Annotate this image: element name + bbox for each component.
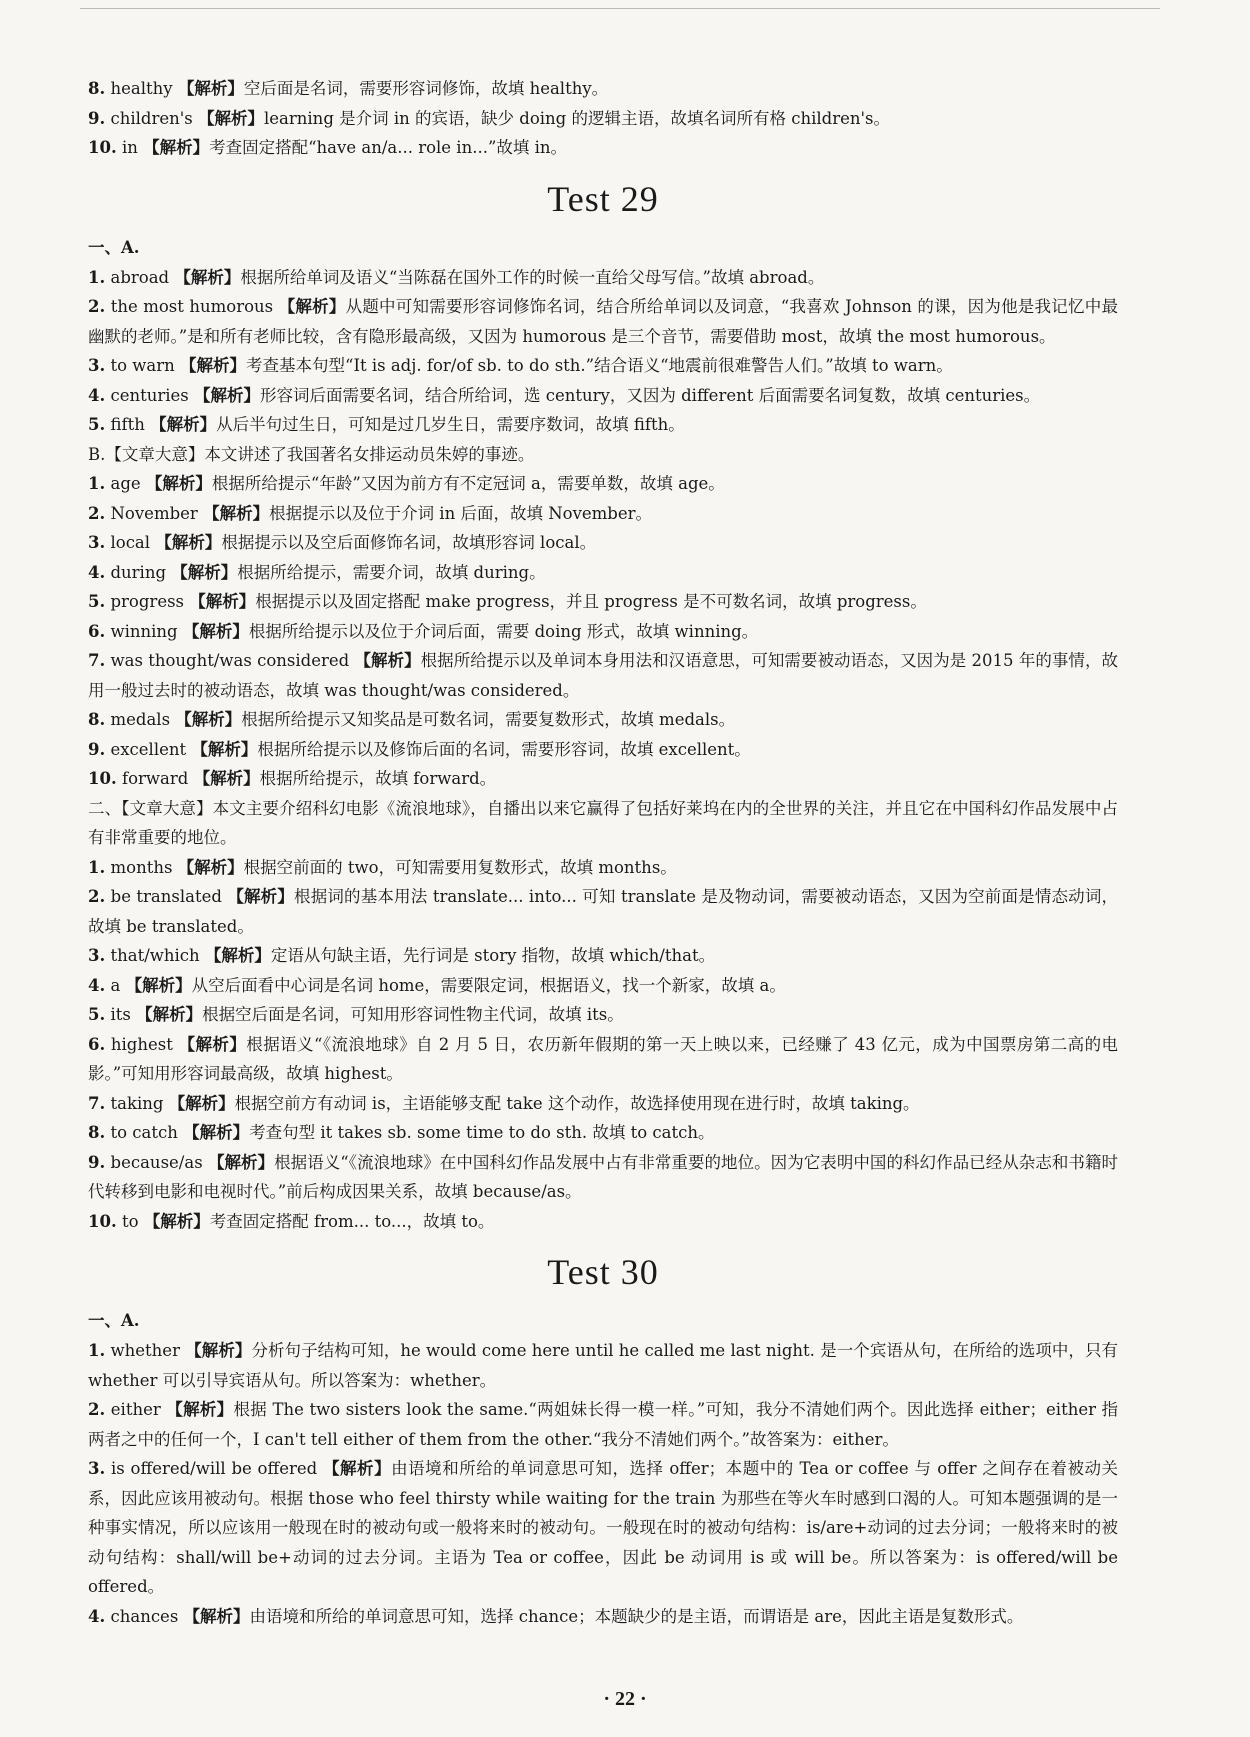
answer-item: [88, 558, 1118, 588]
item-answer: to: [121, 1211, 139, 1231]
item-explanation: 根据空后面是名词，可知用形容词性物主代词，故填 its。: [202, 1005, 624, 1024]
item-answer: local: [110, 533, 151, 552]
analysis-tag: 【解析】: [150, 415, 217, 434]
item-number: 3.: [88, 356, 106, 375]
item-answer: excellent: [110, 739, 187, 759]
item-explanation: 形容词后面需要名词，结合所给词，选 century，又因为 different 后面需要名词复数，故填 centuries。: [260, 385, 1041, 405]
answer-item: [88, 853, 1118, 883]
item-number: 10.: [88, 1211, 117, 1231]
answer-item: [88, 1207, 1118, 1237]
item-answer: because/as: [110, 1152, 203, 1172]
analysis-tag: 【解析】: [183, 1606, 250, 1626]
item-answer: a: [110, 975, 121, 995]
analysis-tag: 【解析】: [178, 1034, 247, 1054]
item-number: 9.: [88, 108, 106, 128]
item-number: 5.: [88, 592, 106, 611]
answer-item: [88, 381, 1118, 411]
item-answer: children's: [110, 108, 193, 128]
answer-item: [88, 1030, 1118, 1089]
answer-item: [88, 882, 1118, 941]
test-29-items-b: [88, 469, 1118, 794]
item-answer: be translated: [110, 887, 222, 906]
answer-item: [88, 646, 1118, 705]
answer-item: [88, 1118, 1118, 1148]
item-answer: to warn: [110, 356, 175, 375]
item-explanation: 根据词的基本用法 translate... into... 可知 translate 是及物动词，需要被动语态，又因为空前面是情态动词，故填 be translated。: [88, 887, 1118, 936]
item-answer: either: [110, 1400, 161, 1419]
test-29-section-1a: 一、A.: [88, 237, 140, 257]
item-explanation: 根据提示以及固定搭配 make progress，并且 progress 是不可数名词，故填 progress。: [255, 592, 927, 611]
answer-item: [88, 941, 1118, 971]
test-30-items-a: [88, 1336, 1118, 1631]
item-answer: fifth: [110, 415, 145, 434]
test-30-title: Test 30: [547, 1252, 659, 1292]
item-answer: chances: [110, 1606, 179, 1626]
item-answer: centuries: [110, 385, 189, 405]
item-number: 3.: [88, 946, 106, 965]
item-answer: abroad: [110, 267, 170, 287]
item-number: 2.: [88, 1400, 106, 1419]
analysis-tag: 【解析】: [189, 592, 256, 611]
item-explanation: 考查固定搭配“have an/a... role in...”故填 in。: [209, 138, 568, 157]
item-answer: medals: [110, 710, 171, 729]
analysis-tag: 【解析】: [207, 1152, 275, 1172]
answer-item: [88, 469, 1118, 499]
item-number: 10.: [88, 138, 117, 157]
item-answer: that/which: [110, 946, 200, 965]
analysis-tag: 【解析】: [354, 651, 421, 670]
page-number: · 22 ·: [603, 1688, 647, 1710]
item-explanation: 根据空前面的 two，可知需要用复数形式，故填 months。: [243, 857, 677, 877]
answer-item: [88, 735, 1118, 765]
item-explanation: 根据所给提示，故填 forward。: [259, 769, 497, 788]
item-number: 9.: [88, 1152, 106, 1172]
item-explanation: 分析句子结构可知，he would come here until he called me last night. 是一个宾语从句，在所给的选项中，只有 whether 可以引导宾语从句。所以答案为：whether。: [88, 1341, 1118, 1390]
item-number: 2.: [88, 297, 106, 316]
item-explanation: 从题中可知需要形容词修饰名词，结合所给单词以及词意，“我喜欢 Johnson 的课，因为他是我记忆中最幽默的老师。”是和所有老师比较，含有隐形最高级，又因为 humorous 是三个音节，需要借助 most，故填 the most humorous。: [88, 297, 1118, 346]
test-30-section-1a: 一、A.: [88, 1311, 140, 1330]
answer-item: [88, 1395, 1118, 1454]
item-number: 7.: [88, 651, 106, 670]
item-explanation: 根据所给提示，需要介词，故填 during。: [237, 562, 546, 582]
analysis-tag: 【解析】: [191, 739, 258, 759]
item-number: 1.: [88, 857, 106, 877]
analysis-tag: 【解析】: [182, 621, 249, 641]
analysis-tag: 【解析】: [183, 1123, 250, 1142]
analysis-tag: 【解析】: [194, 385, 261, 405]
answer-item: [88, 263, 1118, 293]
analysis-tag: 【解析】: [198, 108, 265, 128]
answer-item: [88, 1602, 1118, 1632]
answer-item: [88, 292, 1118, 351]
item-number: 3.: [88, 533, 106, 552]
item-explanation: 根据所给提示又知奖品是可数名词，需要复数形式，故填 medals。: [241, 710, 736, 729]
item-number: 1.: [88, 474, 106, 493]
item-answer: forward: [121, 769, 189, 788]
analysis-tag: 【解析】: [171, 562, 238, 582]
analysis-tag: 【解析】: [177, 857, 244, 877]
analysis-tag: 【解析】: [278, 297, 346, 316]
item-explanation: learning 是介词 in 的宾语，缺少 doing 的逻辑主语，故填名词所有格 children's。: [264, 108, 890, 128]
item-explanation: 根据所给提示以及修饰后面的名词，需要形容词，故填 excellent。: [257, 739, 751, 759]
answer-item: [88, 705, 1118, 735]
answer-page: [88, 74, 1118, 1631]
analysis-tag: 【解析】: [174, 267, 241, 287]
item-number: 1.: [88, 267, 106, 287]
analysis-tag: 【解析】: [175, 710, 242, 729]
item-answer: whether: [110, 1341, 180, 1360]
item-number: 2.: [88, 887, 106, 906]
item-explanation: 考查基本句型“It is adj. for/of sb. to do sth.”结合语义“地震前很难警告人们。”故填 to warn。: [246, 356, 953, 375]
answer-item: [88, 410, 1118, 440]
analysis-tag: 【解析】: [185, 1341, 252, 1360]
answer-item: [88, 74, 1118, 104]
item-answer: taking: [110, 1093, 164, 1113]
answer-item: [88, 764, 1118, 794]
item-answer: its: [110, 1005, 131, 1024]
test-29-section-2: 二、【文章大意】本文主要介绍科幻电影《流浪地球》，自播出以来它赢得了包括好莱坞在内的全世界的关注，并且它在中国科幻作品发展中占有非常重要的地位。: [88, 798, 1118, 847]
item-explanation: 空后面是名词，需要形容词修饰，故填 healthy。: [243, 79, 609, 98]
answer-item: [88, 351, 1118, 381]
answer-item: [88, 528, 1118, 558]
item-explanation: 定语从句缺主语，先行词是 story 指物，故填 which/that。: [270, 946, 716, 965]
item-number: 4.: [88, 562, 106, 582]
item-explanation: 根据所给提示以及位于介词后面，需要 doing 形式，故填 winning。: [248, 621, 759, 641]
answer-item: [88, 499, 1118, 529]
item-explanation: 根据所给单词及语义“当陈磊在国外工作的时候一直给父母写信。”故填 abroad。: [240, 267, 825, 287]
answer-item: [88, 1454, 1118, 1602]
test-29-items-a: [88, 263, 1118, 440]
answer-item: [88, 1089, 1118, 1119]
intro-items: [88, 74, 1118, 163]
answer-item: [88, 104, 1118, 134]
analysis-tag: 【解析】: [125, 975, 192, 995]
item-explanation: 根据提示以及空后面修饰名词，故填形容词 local。: [221, 533, 597, 552]
item-answer: winning: [110, 621, 178, 641]
item-number: 4.: [88, 1606, 106, 1626]
item-answer: to catch: [110, 1123, 178, 1142]
answer-item: [88, 971, 1118, 1001]
item-answer: healthy: [110, 79, 173, 98]
answer-item: [88, 1336, 1118, 1395]
item-answer: in: [121, 138, 138, 157]
analysis-tag: 【解析】: [143, 138, 210, 157]
analysis-tag: 【解析】: [322, 1459, 392, 1478]
analysis-tag: 【解析】: [204, 946, 271, 965]
answer-item: [88, 1000, 1118, 1030]
item-number: 4.: [88, 975, 106, 995]
analysis-tag: 【解析】: [227, 887, 295, 906]
item-explanation: 由语境和所给的单词意思可知，选择 chance；本题缺少的是主语，而谓语是 are，因此主语是复数形式。: [249, 1606, 1024, 1626]
item-number: 8.: [88, 1123, 106, 1142]
item-number: 5.: [88, 415, 106, 434]
analysis-tag: 【解析】: [136, 1005, 203, 1024]
analysis-tag: 【解析】: [203, 503, 270, 523]
item-explanation: 根据语义“《流浪地球》在中国科幻作品发展中占有非常重要的地位。因为它表明中国的科幻作品已经从杂志和书籍时代转移到电影和电视时代。”前后构成因果关系，故填 because/as。: [88, 1152, 1118, 1201]
item-number: 1.: [88, 1341, 106, 1360]
item-explanation: 根据提示以及位于介词 in 后面，故填 November。: [269, 503, 653, 523]
item-answer: highest: [110, 1034, 173, 1054]
item-answer: during: [110, 562, 167, 582]
analysis-tag: 【解析】: [155, 533, 222, 552]
item-explanation: 从空后面看中心词是名词 home，需要限定词，根据语义，找一个新家，故填 a。: [191, 975, 786, 995]
analysis-tag: 【解析】: [177, 79, 244, 98]
item-number: 3.: [88, 1459, 106, 1478]
analysis-tag: 【解析】: [193, 769, 260, 788]
item-answer: November: [110, 503, 198, 523]
item-number: 4.: [88, 385, 106, 405]
analysis-tag: 【解析】: [180, 356, 247, 375]
item-explanation: 根据语义“《流浪地球》自 2 月 5 日，农历新年假期的第一天上映以来，已经赚了 43 亿元，成为中国票房第二高的电影。”可知用形容词最高级，故填 highest。: [88, 1034, 1118, 1083]
item-explanation: 根据所给提示以及单词本身用法和汉语意思，可知需要被动语态，又因为是 2015 年的事情，故用一般过去时的被动语态，故填 was thought/was considered。: [88, 651, 1118, 700]
test-29-title: Test 29: [547, 178, 659, 219]
analysis-tag: 【解析】: [143, 1211, 210, 1231]
answer-item: [88, 617, 1118, 647]
item-answer: age: [110, 474, 141, 493]
item-explanation: 考查句型 it takes sb. some time to do sth. 故填 to catch。: [249, 1123, 715, 1142]
item-number: 10.: [88, 769, 117, 788]
item-number: 6.: [88, 621, 106, 641]
item-explanation: 从后半句过生日，可知是过几岁生日，需要序数词，故填 fifth。: [216, 415, 685, 434]
test-29-items-2: [88, 853, 1118, 1237]
answer-item: [88, 587, 1118, 617]
item-number: 8.: [88, 79, 106, 98]
top-rule: [80, 8, 1160, 9]
item-number: 5.: [88, 1005, 106, 1024]
analysis-tag: 【解析】: [145, 474, 212, 493]
item-answer: the most humorous: [110, 297, 274, 316]
item-number: 8.: [88, 710, 106, 729]
item-answer: progress: [110, 592, 185, 611]
item-number: 2.: [88, 503, 106, 523]
item-explanation: 考查固定搭配 from... to...，故填 to。: [209, 1211, 495, 1231]
item-explanation: 根据空前方有动词 is，主语能够支配 take 这个动作，故选择使用现在进行时，故填 taking。: [234, 1093, 920, 1113]
answer-item: [88, 133, 1118, 163]
item-explanation: 由语境和所给的单词意思可知，选择 offer；本题中的 Tea or coffee 与 offer 之间存在着被动关系，因此应该用被动句。根据 those who feel thirsty while waiting for the train 为那些在等火车时感到口渴的人。可知本题强调的是一种事实情况，所以应该用一般现在时的被动句或一般将来时的被动句。一般现在时的被动句结构：is/are+动词的过去分词；一般将来时的被动句结构：shall/will be+动词的过去分词。主语为 Tea or coffee，因此 be 动词用 is 或 will be。所以答案为：is offered/will be offered。: [88, 1459, 1118, 1596]
item-explanation: 根据所给提示“年龄”又因为前方有不定冠词 a，需要单数，故填 age。: [211, 474, 725, 493]
item-number: 7.: [88, 1093, 106, 1113]
item-number: 9.: [88, 739, 106, 759]
item-number: 6.: [88, 1034, 106, 1054]
test-29-section-b: B.【文章大意】本文讲述了我国著名女排运动员朱婷的事迹。: [88, 444, 535, 464]
item-answer: months: [110, 857, 173, 877]
item-answer: was thought/was considered: [110, 651, 350, 670]
analysis-tag: 【解析】: [166, 1400, 234, 1419]
answer-item: [88, 1148, 1118, 1207]
item-answer: is offered/will be offered: [111, 1459, 318, 1478]
item-explanation: 根据 The two sisters look the same.“两姐妹长得一模一样。”可知，我分不清她们两个。因此选择 either；either 指两者之中的任何一个，I can't tell either of them from the other.“我分不清她们两个。”故答案为：either。: [88, 1400, 1118, 1449]
analysis-tag: 【解析】: [168, 1093, 235, 1113]
